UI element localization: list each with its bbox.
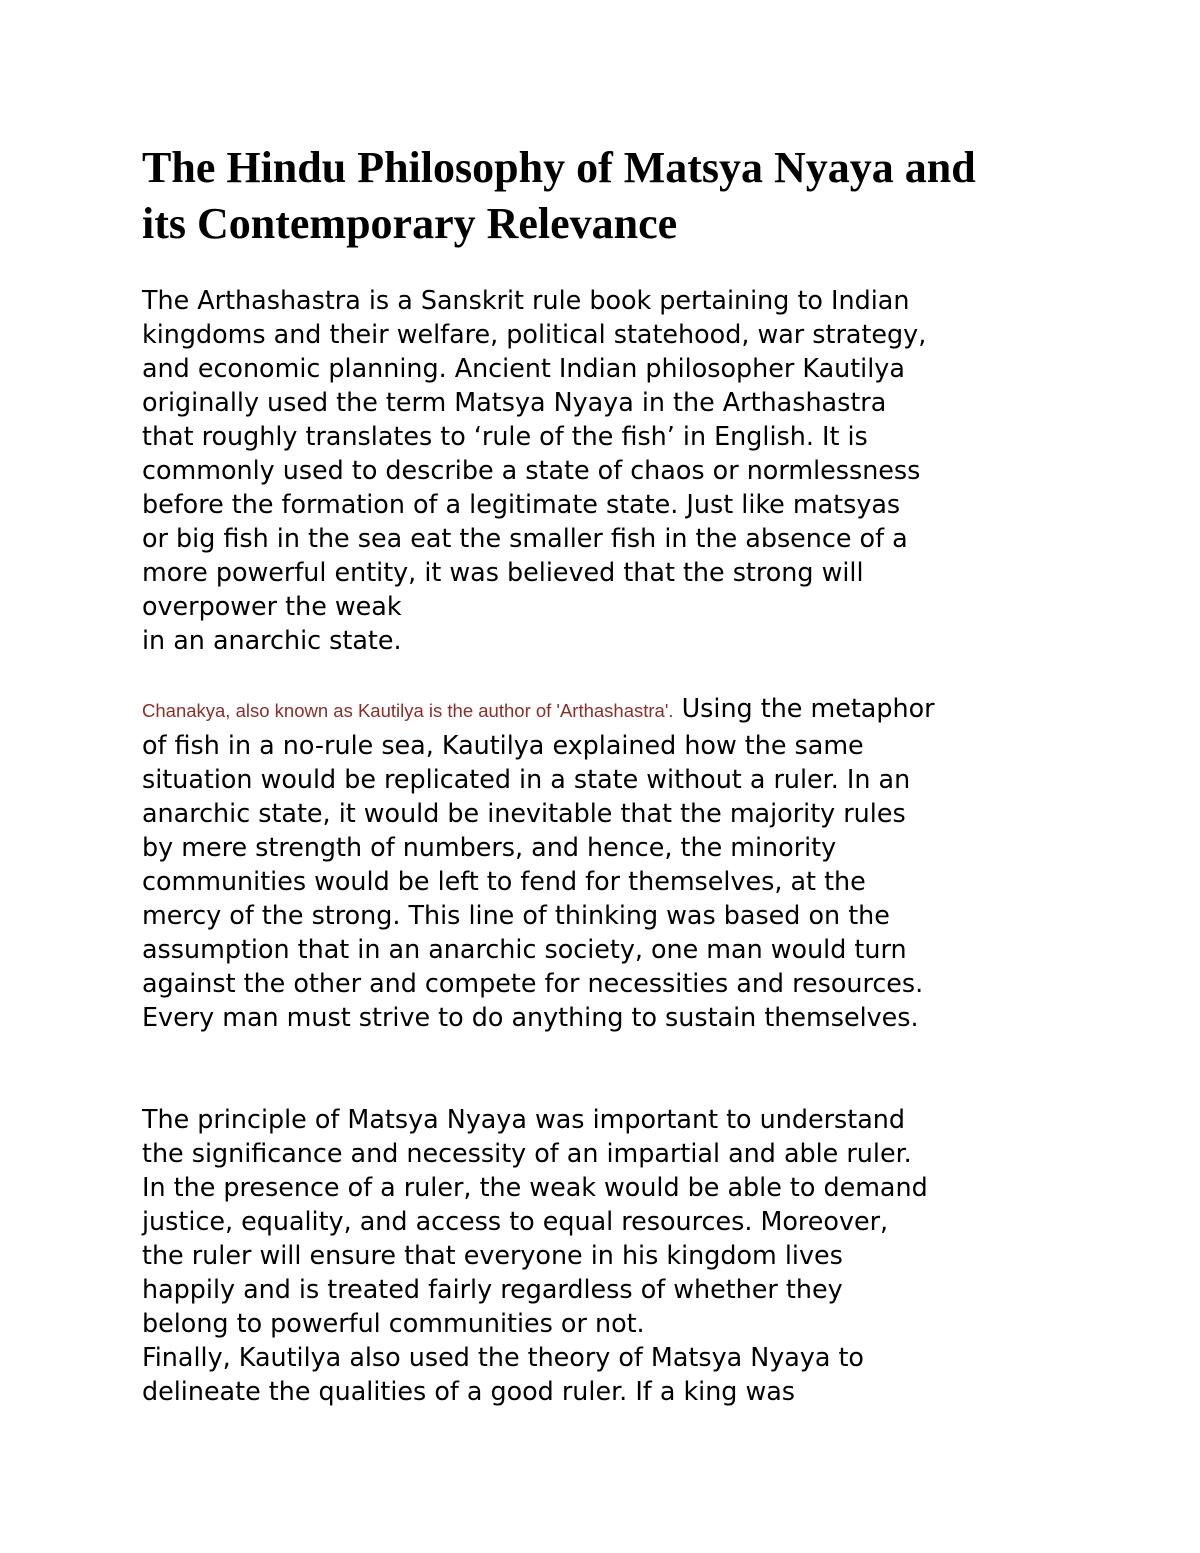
paragraph-line: by mere strength of numbers, and hence, the minority bbox=[142, 832, 837, 862]
paragraph-arthashastra-intro bbox=[142, 283, 1062, 657]
document-title bbox=[142, 140, 1062, 252]
document-body bbox=[142, 140, 1062, 1408]
paragraph-line: In the presence of a ruler, the weak would be able to demand bbox=[142, 1172, 928, 1202]
paragraph-line: the significance and necessity of an impartial and able ruler. bbox=[142, 1138, 912, 1168]
paragraph-line: overpower the weak bbox=[142, 591, 402, 621]
paragraph-matsya-nyaya-principle bbox=[142, 1102, 1062, 1408]
paragraph-line: Finally, Kautilya also used the theory of Matsya Nyaya to bbox=[142, 1342, 864, 1372]
paragraph-line: that roughly translates to ‘rule of the fish’ in English. It is bbox=[142, 421, 868, 451]
paragraph-line: The Arthashastra is a Sanskrit rule book pertaining to Indian bbox=[142, 285, 910, 315]
paragraph-line: before the formation of a legitimate state. Just like matsyas bbox=[142, 489, 901, 519]
paragraph-line: and economic planning. Ancient Indian philosopher Kautilya bbox=[142, 353, 905, 383]
title-line-2: its Contemporary Relevance bbox=[142, 199, 678, 248]
paragraph-line: assumption that in an anarchic society, one man would turn bbox=[142, 934, 907, 964]
paragraph-line: Every man must strive to do anything to sustain themselves. bbox=[142, 1002, 919, 1032]
paragraph-first-line bbox=[142, 691, 1062, 728]
paragraph-kautilya-metaphor bbox=[142, 691, 1062, 1034]
paragraph-line-rest: Using the metaphor bbox=[673, 693, 935, 723]
paragraph-line: the ruler will ensure that everyone in his kingdom lives bbox=[142, 1240, 843, 1270]
paragraph-line: kingdoms and their welfare, political statehood, war strategy, bbox=[142, 319, 927, 349]
paragraph-line: anarchic state, it would be inevitable that the majority rules bbox=[142, 798, 906, 828]
paragraph-line: belong to powerful communities or not. bbox=[142, 1308, 645, 1338]
paragraph-line: mercy of the strong. This line of thinking was based on the bbox=[142, 900, 890, 930]
paragraph-line: or big fish in the sea eat the smaller fish in the absence of a bbox=[142, 523, 908, 553]
paragraph-line: justice, equality, and access to equal resources. Moreover, bbox=[142, 1206, 889, 1236]
paragraph-line: The principle of Matsya Nyaya was important to understand bbox=[142, 1104, 905, 1134]
paragraph-line: of fish in a no-rule sea, Kautilya explained how the same bbox=[142, 730, 864, 760]
paragraph-line: against the other and compete for necessities and resources. bbox=[142, 968, 924, 998]
paragraph-line: more powerful entity, it was believed that the strong will bbox=[142, 557, 864, 587]
paragraph-line: delineate the qualities of a good ruler. If a king was bbox=[142, 1376, 796, 1406]
paragraph-line: originally used the term Matsya Nyaya in the Arthashastra bbox=[142, 387, 887, 417]
paragraph-line: in an anarchic state. bbox=[142, 625, 402, 655]
title-line-1: The Hindu Philosophy of Matsya Nyaya and bbox=[142, 143, 976, 192]
chanakya-caption: Chanakya, also known as Kautilya is the author of 'Arthashastra'. bbox=[142, 700, 674, 721]
paragraph-line: commonly used to describe a state of chaos or normlessness bbox=[142, 455, 921, 485]
paragraph-line: situation would be replicated in a state without a ruler. In an bbox=[142, 764, 911, 794]
paragraph-line: communities would be left to fend for themselves, at the bbox=[142, 866, 866, 896]
paragraph-line: happily and is treated fairly regardless of whether they bbox=[142, 1274, 843, 1304]
